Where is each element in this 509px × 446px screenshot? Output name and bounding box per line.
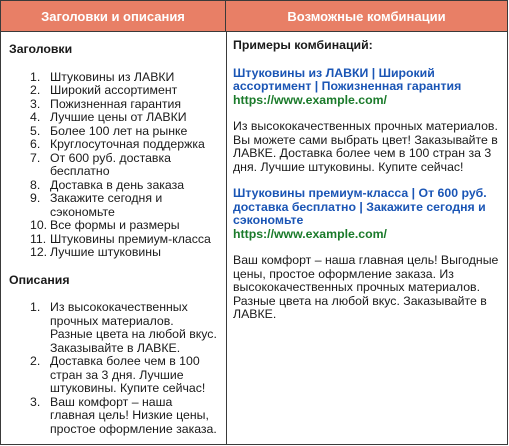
ad-1-description: Из высококачественных прочных материалов. Вы можете сами выбрать цвет! Заказывайте в ЛАВКЕ. Доставка более чем в 100 стран за 3 дня. Лучшие штуковины. Купите сейчас! [233, 119, 498, 174]
left-column [9, 32, 223, 436]
headlines-list [9, 71, 223, 260]
list-item: 2. Широкий ассортимент [30, 83, 178, 97]
headlines-section-title: Заголовки [9, 42, 73, 56]
ad-1-url: https://www.example.com/ [233, 92, 387, 107]
ad-2-headline: Штуковины премиум-класса | От 600 руб. доставка бесплатно | Закажите сегодня и сэкономьте [233, 186, 487, 227]
list-item: 5. Более 100 лет на рынке [30, 123, 188, 138]
header-possible-combinations: Возможные комбинации [226, 1, 507, 31]
list-item: 12. Лучшие штуковины [30, 245, 161, 259]
list-item: 8. Доставка в день заказа [30, 177, 185, 192]
right-column [233, 32, 501, 322]
list-item: 4. Лучшие цены от ЛАВКИ [30, 110, 187, 124]
list-item: 3. Пожизненная гарантия [30, 96, 182, 111]
column-divider [226, 31, 227, 445]
ad-1-headline: Штуковины из ЛАВКИ | Широкий ассортимент | Пожизненная гарантия [233, 65, 462, 93]
list-item: 9. Закажите сегодня и сэкономьте [30, 191, 163, 219]
combinations-title: Примеры комбинаций: [233, 38, 373, 52]
list-item: 6. Круглосуточная поддержка [30, 137, 205, 151]
list-item: 1. Из высококачественных прочных материалов. Разные цвета на любой вкус. Заказывайте в ЛАВКЕ. [30, 300, 217, 355]
list-item: 7. От 600 руб. доставка бесплатно [30, 150, 171, 178]
descriptions-list [9, 301, 223, 436]
ad-2-description: Ваш комфорт – наша главная цель! Выгодные цены, простое оформление заказа. Из высококачественных прочных материалов. Разные цвета на любой вкус. Заказывайте в ЛАВКЕ. [233, 253, 499, 321]
header-headlines-descriptions: Заголовки и описания [1, 1, 226, 31]
list-item: 1. Штуковины из ЛАВКИ [30, 69, 175, 84]
list-item: 11. Штуковины премиум-класса [30, 231, 211, 246]
list-item: 3. Ваш комфорт – наша главная цель! Низкие цены, простое оформление заказа. [30, 394, 217, 436]
ad-2-url: https://www.example.com/ [233, 226, 387, 241]
list-item: 10. Все формы и размеры [30, 218, 180, 232]
list-item: 2. Доставка более чем в 100 стран за 3 дня. Лучшие штуковины. Купите сейчас! [30, 354, 206, 395]
descriptions-section-title: Описания [9, 272, 70, 287]
